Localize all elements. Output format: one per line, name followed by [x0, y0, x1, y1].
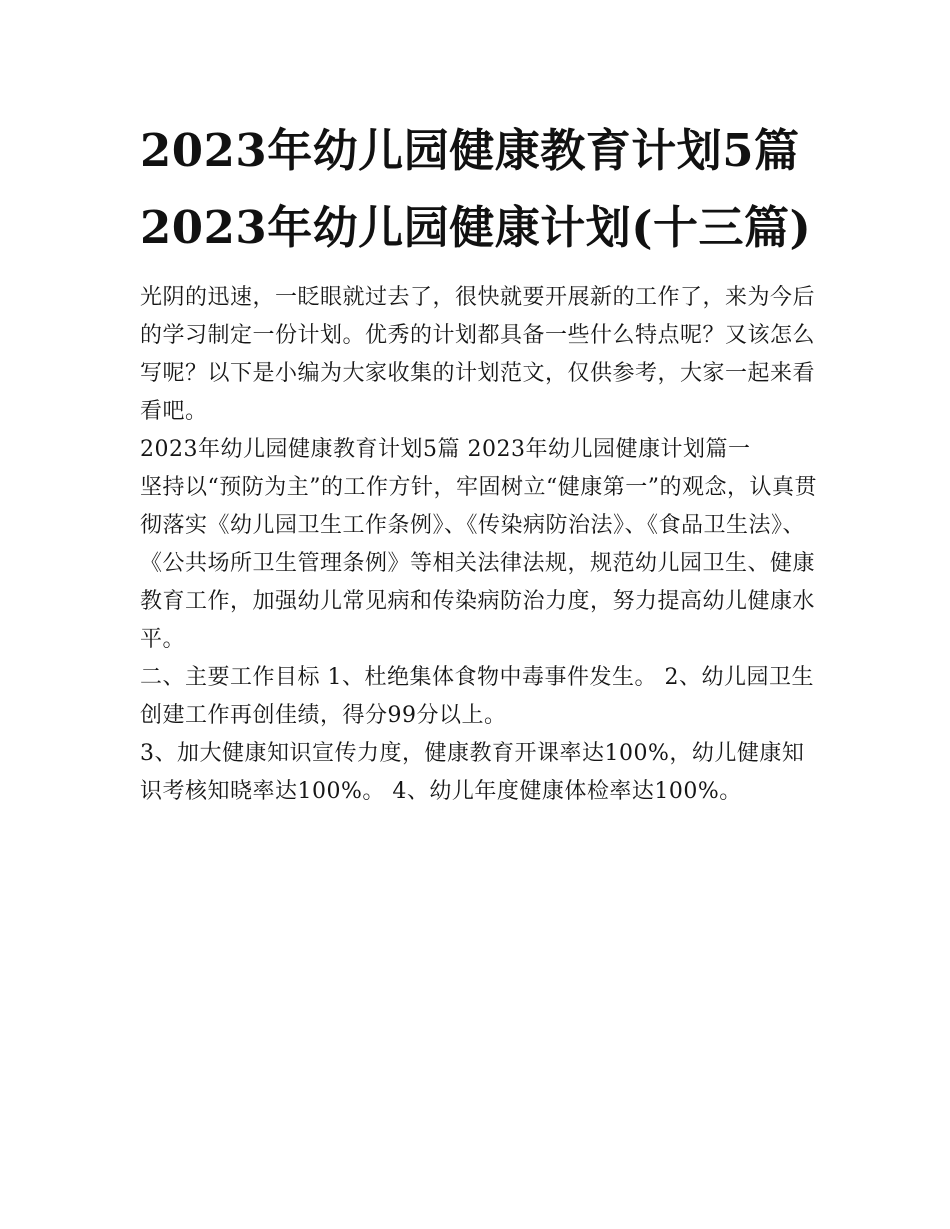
document-page: [140, 112, 820, 811]
document-title: 2023年幼儿园健康教育计划5篇 2023年幼儿园健康计划(十三篇): [140, 124, 812, 254]
policy-paragraph: 坚持以“预防为主”的工作方针，牢固树立“健康第一”的观念，认真贯彻落实《幼儿园卫生工作条例》、《传染病防治法》、《食品卫生法》、《公共场所卫生管理条例》等相关法律法规，规范幼儿园卫生、健康教育工作，加强幼儿常见病和传染病防治力度，努力提高幼儿健康水平。: [140, 475, 817, 652]
targets-paragraph: 3、加大健康知识宣传力度，健康教育开课率达100%，幼儿健康知识考核知晓率达100%。 4、幼儿年度健康体检率达100%。: [140, 741, 805, 804]
goals-paragraph: 二、主要工作目标 1、杜绝集体食物中毒事件发生。 2、幼儿园卫生创建工作再创佳绩，得分99分以上。: [140, 665, 814, 728]
section-heading-paragraph: 2023年幼儿园健康教育计划5篇 2023年幼儿园健康计划篇一: [140, 437, 751, 462]
intro-paragraph: 光阴的迅速，一眨眼就过去了，很快就要开展新的工作了，来为今后的学习制定一份计划。优秀的计划都具备一些什么特点呢？又该怎么写呢？以下是小编为大家收集的计划范文，仅供参考，大家一起来看看吧。: [140, 285, 816, 424]
